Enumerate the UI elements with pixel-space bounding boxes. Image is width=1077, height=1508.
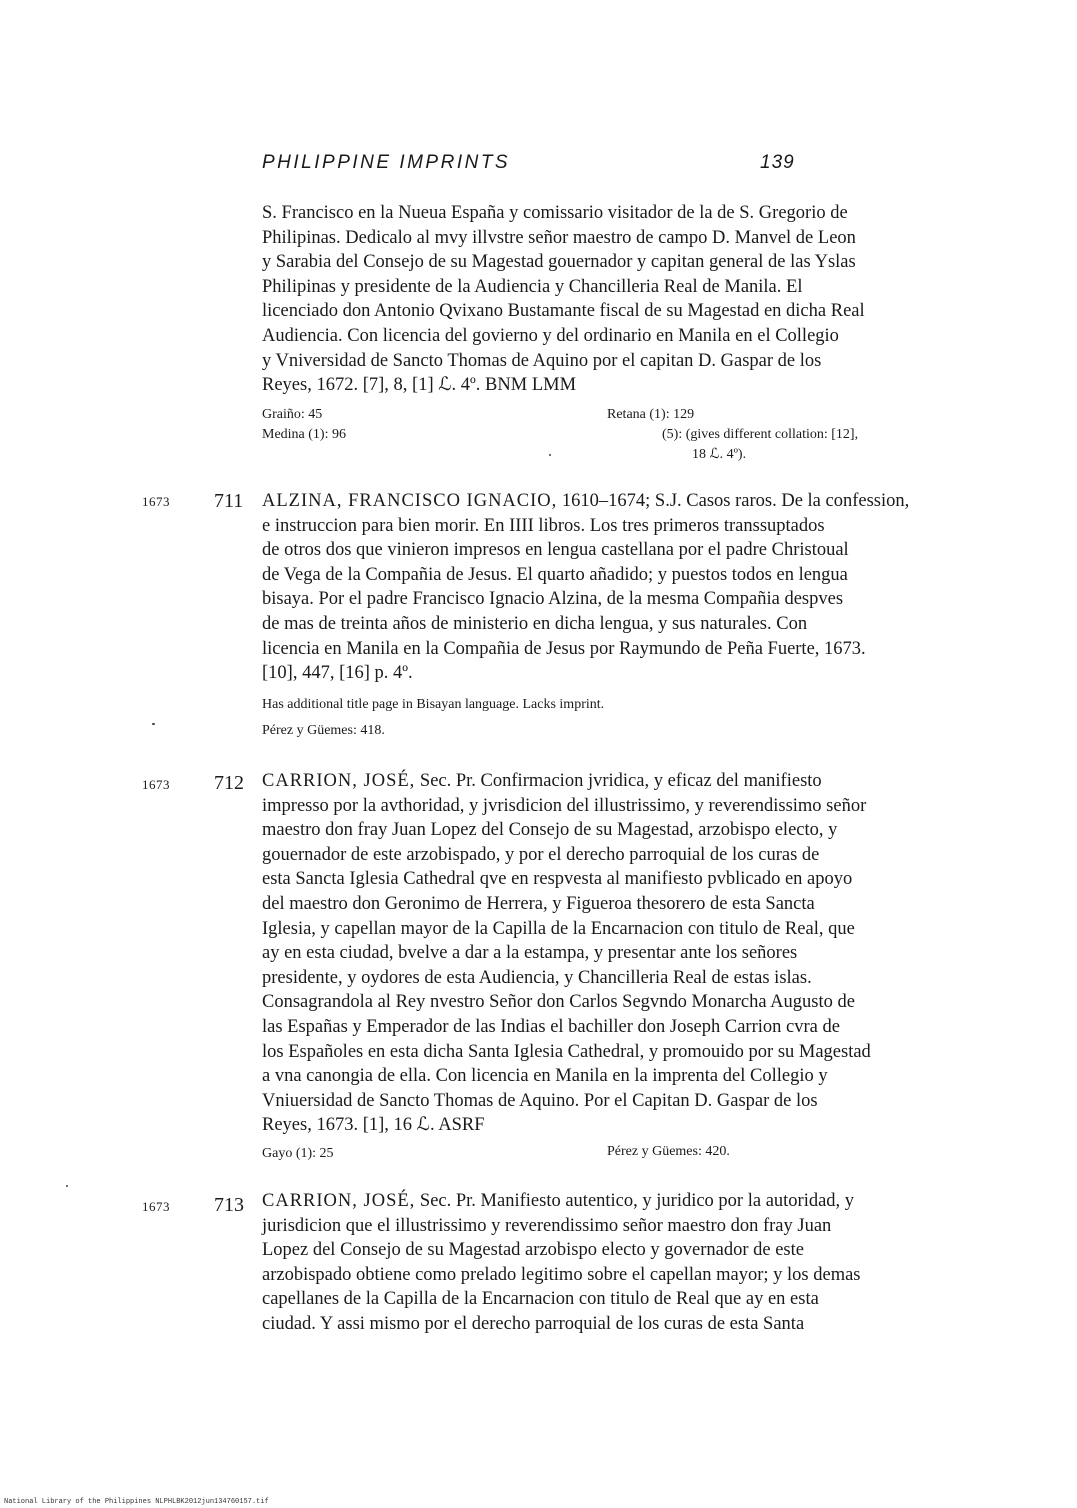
text-line: impresso por la avthoridad, y jvrisdicion del illustrissimo, y reverendissimo señor xyxy=(262,795,867,816)
text-line: a vna canongia de ella. Con licencia en Manila en la imprenta del Collegio y xyxy=(262,1066,828,1087)
scan-footer: National Library of the Philippines NLPHLBK2012jun134760157.tif xyxy=(4,1498,269,1506)
text-line: de Vega de la Compañia de Jesus. El quarto añadido; y puestos todos en lengua xyxy=(262,564,848,585)
text-line: gouernador de este arzobispado, y por el derecho parroquial de los curas de xyxy=(262,844,820,865)
entry-712-text xyxy=(262,769,952,1138)
running-title: PHILIPPINE IMPRINTS xyxy=(262,152,511,173)
entry-number: 711 xyxy=(214,490,244,512)
bibliographic-reference: Pérez y Güemes: 420. xyxy=(607,1144,730,1159)
text-line: y Sarabia del Consejo de su Magestad gouernador y capitan general de las Yslas xyxy=(262,252,856,273)
text-line: ciudad. Y assi mismo por el derecho parroquial de los curas de esta Santa xyxy=(262,1313,805,1334)
entry-year: 1673 xyxy=(142,777,170,792)
text-line: S. Francisco en la Nueua España y comissario visitador de la de S. Gregorio de xyxy=(262,203,848,223)
bibliographic-reference: 18 ℒ. 4º). xyxy=(692,447,747,462)
text-line: ay en esta ciudad, bvelve a dar a la estampa, y presentar ante los señores xyxy=(262,943,798,964)
bibliographic-reference: Pérez y Güemes: 418. xyxy=(262,723,385,738)
text-line: Reyes, 1673. [1], 16 ℒ. ASRF xyxy=(262,1115,485,1136)
entry-title-start: Sec. Pr. Confirmacion jvridica, y eficaz del manifiesto xyxy=(419,771,822,791)
entry-number: 713 xyxy=(214,1194,244,1216)
text-line: bisaya. Por el padre Francisco Ignacio Alzina, de la mesma Compañia despves xyxy=(262,589,844,610)
continuation-text xyxy=(262,201,952,398)
entry-year: 1673 xyxy=(142,1199,170,1214)
text-line: y Vniversidad de Sancto Thomas de Aquino por el capitan D. Gaspar de los xyxy=(262,350,822,371)
text-line: licencia en Manila en la Compañia de Jesus por Raymundo de Peña Fuerte, 1673. xyxy=(262,638,866,659)
bibliographic-reference: Graiño: 45 xyxy=(262,407,323,422)
text-line: e instruccion para bien morir. En IIII libros. Los tres primeros transsuptados xyxy=(262,515,825,536)
text-line: Iglesia, y capellan mayor de la Capilla de la Encarnacion con titulo de Real, que xyxy=(262,918,855,939)
bibliographic-reference: (5): (gives different collation: [12], xyxy=(662,427,859,442)
text-line: Lopez del Consejo de su Magestad arzobispo electo y governador de este xyxy=(262,1240,804,1261)
continuation-refs-left xyxy=(262,405,346,445)
text-line: Vniuersidad de Sancto Thomas de Aquino. Por el Capitan D. Gaspar de los xyxy=(262,1090,818,1111)
continuation-refs-right xyxy=(607,405,858,465)
text-line: esta Sancta Iglesia Cathedral qve en respvesta al manifiesto pvblicado en apoyo xyxy=(262,869,853,890)
text-line: [10], 447, [16] p. 4º. xyxy=(262,663,413,684)
text-line: Reyes, 1672. [7], 8, [1] ℒ. 4º. BNM LMM xyxy=(262,375,577,396)
text-line: de otros dos que vinieron impresos en lengua castellana por el padre Christoual xyxy=(262,540,849,561)
entry-711-text xyxy=(262,489,952,686)
text-line xyxy=(262,1189,952,1214)
text-line xyxy=(262,769,952,794)
text-line: jurisdicion que el illustrissimo y reverendissimo señor maestro don fray Juan xyxy=(262,1215,832,1236)
text-line: los Españoles en esta dicha Santa Iglesia Cathedral, y promouido por su Magestad xyxy=(262,1041,871,1062)
text-line: las Españas y Emperador de las Indias el bachiller don Joseph Carrion cvra de xyxy=(262,1016,840,1037)
text-line: licenciado don Antonio Qvixano Bustamante fiscal de su Magestad en dicha Real xyxy=(262,301,865,322)
text-line: de mas de treinta años de ministerio en dicha lengua, y sus naturales. Con xyxy=(262,613,808,634)
bibliographic-reference: Medina (1): 96 xyxy=(262,427,346,442)
scan-speck xyxy=(66,1185,68,1187)
entry-title-start: Sec. Pr. Manifiesto autentico, y juridico por la autoridad, y xyxy=(419,1191,855,1211)
entry-713-text xyxy=(262,1189,952,1337)
text-line xyxy=(262,489,952,514)
entry-712-ref-right xyxy=(607,1142,730,1162)
entry-number: 712 xyxy=(214,772,244,794)
page-number: 139 xyxy=(760,152,795,173)
entry-year: 1673 xyxy=(142,494,170,509)
entry-author: CARRION, JOSÉ, xyxy=(262,771,416,791)
scan-speck xyxy=(152,723,155,725)
bibliographic-reference: Gayo (1): 25 xyxy=(262,1146,334,1161)
text-line: del maestro don Geronimo de Herrera, y Figueroa thesorero de esta Sancta xyxy=(262,893,815,914)
text-line: arzobispado obtiene como prelado legitimo sobre el capellan mayor; y los demas xyxy=(262,1264,861,1285)
text-line: Consagrandola al Rey nvestro Señor don Carlos Segvndo Monarcha Augusto de xyxy=(262,992,855,1013)
entry-712-ref-left xyxy=(262,1144,334,1164)
bibliographic-reference: Retana (1): 129 xyxy=(607,407,695,422)
scan-speck xyxy=(549,454,551,456)
entry-711-notes xyxy=(262,695,604,741)
entry-author: CARRION, JOSÉ, xyxy=(262,1191,416,1211)
entry-note: Has additional title page in Bisayan language. Lacks imprint. xyxy=(262,697,605,712)
text-line: capellanes de la Capilla de la Encarnacion con titulo de Real que ay en esta xyxy=(262,1289,819,1310)
text-line: Philipinas. Dedicalo al mvy illvstre señor maestro de campo D. Manvel de Leon xyxy=(262,227,856,248)
entry-title-start: 1610–1674; S.J. Casos raros. De la confession, xyxy=(561,491,910,511)
text-line: Philipinas y presidente de la Audiencia y Chancilleria Real de Manila. El xyxy=(262,276,803,297)
text-line: maestro don fray Juan Lopez del Consejo de su Magestad, arzobispo electo, y xyxy=(262,820,838,841)
text-line: presidente, y oydores de esta Audiencia, y Chancilleria Real de estas islas. xyxy=(262,967,812,988)
entry-author: ALZINA, FRANCISCO IGNACIO, xyxy=(262,491,558,511)
text-line: Audiencia. Con licencia del govierno y del ordinario en Manila en el Collegio xyxy=(262,325,839,346)
